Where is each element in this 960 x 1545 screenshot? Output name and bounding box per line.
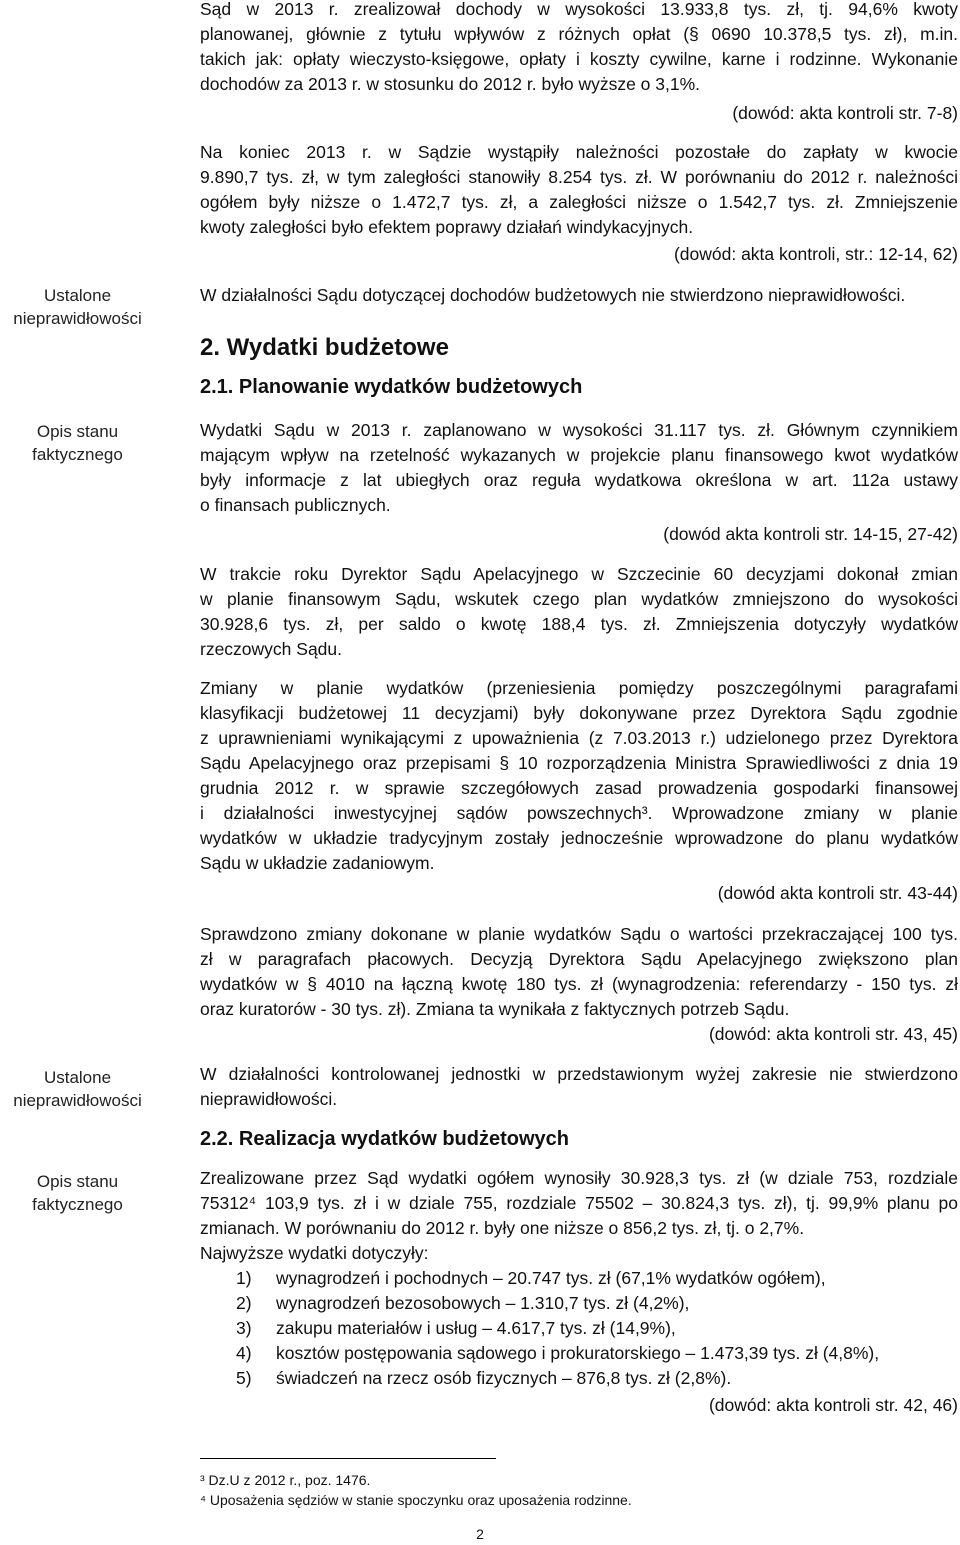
evidence-reference: (dowód akta kontroli str. 14-15, 27-42) xyxy=(663,524,958,544)
evidence-reference: (dowód: akta kontroli str. 43, 45) xyxy=(708,1024,958,1044)
evidence-reference: (dowód akta kontroli str. 43-44) xyxy=(717,883,958,903)
text-line: rzeczowych Sądu. xyxy=(200,639,343,659)
text-line: 30.928,6 tys. zł, per saldo o kwotę 188,4 tys. zł. Zmniejszenia dotyczyły wydatków xyxy=(200,614,958,634)
text-line: kwoty zaległości było efektem poprawy działań windykacyjnych. xyxy=(200,217,694,237)
text-line: Najwyższe wydatki dotyczyły: xyxy=(200,1243,429,1263)
margin-label-irregularities: Ustalone nieprawidłowości xyxy=(13,286,142,328)
text-line: grudnia 2012 r. w sprawie szczegółowych zasad prowadzenia gospodarki finansowej xyxy=(200,778,958,798)
text-line: W trakcie roku Dyrektor Sądu Apelacyjnego w Szczecinie 60 decyzjami dokonał zmian xyxy=(200,564,958,584)
list-item: 3) zakupu materiałów i usług – 4.617,7 tys. zł (14,9%), xyxy=(236,1318,676,1338)
text-line: Zrealizowane przez Sąd wydatki ogółem wynosiły 30.928,3 tys. zł (w dziale 753, rozdziale xyxy=(200,1168,958,1188)
list-item: 4) kosztów postępowania sądowego i prokuratorskiego – 1.473,39 tys. zł (4,8%), xyxy=(236,1343,880,1363)
text-line: W działalności kontrolowanej jednostki w przedstawionym wyżej zakresie nie stwierdzono xyxy=(200,1064,958,1084)
text-line: oraz kuratorów - 30 tys. zł). Zmiana ta wynikała z faktycznych potrzeb Sądu. xyxy=(200,999,790,1019)
text-line: dochodów za 2013 r. w stosunku do 2012 r. było wyższe o 3,1%. xyxy=(200,74,701,94)
text-line: klasyfikacji budżetowej 11 decyzjami) były dokonywane przez Dyrektora Sądu zgodnie xyxy=(200,703,958,723)
text-line: wydatków w § 4010 na łączną kwotę 180 tys. zł (wynagrodzenia: referendarzy - 150 tys. zł xyxy=(200,974,958,994)
page-number: 2 xyxy=(476,1526,484,1542)
text-line: Sprawdzono zmiany dokonane w planie wydatków Sądu o wartości przekraczającej 100 tys. xyxy=(200,924,958,944)
subsection-heading: 2.2. Realizacja wydatków budżetowych xyxy=(200,1128,570,1150)
text-line: mającym wpływ na rzetelność wykazanych w projekcie planu finansowego kwot wydatków xyxy=(200,445,958,465)
evidence-reference: (dowód: akta kontroli str. 42, 46) xyxy=(708,1395,958,1415)
text-line: wydatków w układzie tradycyjnym zostały jednocześnie wprowadzone do planu wydatków xyxy=(200,828,958,848)
text-line: nieprawidłowości. xyxy=(200,1089,338,1109)
section-heading: 2. Wydatki budżetowe xyxy=(200,334,449,361)
margin-label-irregularities: Ustalone nieprawidłowości xyxy=(13,1068,142,1110)
subsection-heading: 2.1. Planowanie wydatków budżetowych xyxy=(200,376,583,398)
text-line: Sądu Apelacyjnego oraz przepisami § 10 rozporządzenia Ministra Sprawiedliwości z dnia 19 xyxy=(200,753,958,773)
footnote-separator xyxy=(200,1458,496,1459)
text-line: W działalności Sądu dotyczącej dochodów budżetowych nie stwierdzono nieprawidłowości. xyxy=(200,285,906,305)
text-line: z uprawnieniami wynikającymi z upoważnienia (z 7.03.2013 r.) udzielonego przez Dyrektora xyxy=(200,728,958,748)
text-line: 9.890,7 tys. zł, w tym zaległości stanowiły 8.254 tys. zł. W porównaniu do 2012 r. należności xyxy=(200,167,958,187)
evidence-reference: (dowód: akta kontroli str. 7-8) xyxy=(732,103,958,123)
text-line: były informacje z lat ubiegłych oraz reguła wydatkowa określona w art. 112a ustawy xyxy=(200,470,958,490)
text-line: Sądu w układzie zadaniowym. xyxy=(200,853,435,873)
text-line: takich jak: opłaty wieczysto-księgowe, opłaty i koszty cywilne, karne i rodzinne. Wykonanie xyxy=(200,49,958,69)
text-line: Na koniec 2013 r. w Sądzie wystąpiły należności pozostałe do zapłaty w kwocie xyxy=(200,142,958,162)
text-line: Sąd w 2013 r. zrealizował dochody w wysokości 13.933,8 tys. zł, tj. 94,6% kwoty xyxy=(200,0,958,19)
text-line: planowanej, głównie z tytułu wpływów z różnych opłat (§ 0690 10.378,5 tys. zł), m.in. xyxy=(200,24,958,44)
list-item: 2) wynagrodzeń bezosobowych – 1.310,7 tys. zł (4,2%), xyxy=(236,1293,690,1313)
margin-label-factual-state: Opis stanu faktycznego xyxy=(32,422,123,464)
text-line: Zmiany w planie wydatków (przeniesienia pomiędzy poszczególnymi paragrafami xyxy=(200,678,958,698)
text-line: zmianach. W porównaniu do 2012 r. były one niższe o 856,2 tys. zł, tj. o 2,7%. xyxy=(200,1218,805,1238)
text-line: o finansach publicznych. xyxy=(200,495,391,515)
margin-label-factual-state: Opis stanu faktycznego xyxy=(32,1172,123,1214)
text-line: w planie finansowym Sądu, wskutek czego plan wydatków zmniejszono do wysokości xyxy=(200,589,958,609)
text-line: 75312⁴ 103,9 tys. zł i w dziale 755, rozdziale 75502 – 30.824,3 tys. zł), tj. 99,9% planu po xyxy=(200,1193,958,1213)
footnote: ³ Dz.U z 2012 r., poz. 1476. xyxy=(200,1472,371,1488)
list-item: 5) świadczeń na rzecz osób fizycznych – 876,8 tys. zł (2,8%). xyxy=(236,1368,732,1388)
text-line: i działalności inwestycyjnej sądów powszechnych³. Wprowadzone zmiany w planie xyxy=(200,803,958,823)
text-line: Wydatki Sądu w 2013 r. zaplanowano w wysokości 31.117 tys. zł. Głównym czynnikiem xyxy=(200,420,958,440)
evidence-reference: (dowód: akta kontroli, str.: 12-14, 62) xyxy=(673,244,958,264)
list-item: 1) wynagrodzeń i pochodnych – 20.747 tys. zł (67,1% wydatków ogółem), xyxy=(236,1268,826,1288)
footnote: ⁴ Uposażenia sędziów w stanie spoczynku oraz uposażenia rodzinne. xyxy=(200,1492,632,1508)
text-line: ogółem były niższe o 1.472,7 tys. zł, a zaległości niższe o 1.542,7 tys. zł. Zmniejszenie xyxy=(200,192,958,212)
text-line: zł w paragrafach płacowych. Decyzją Dyrektora Sądu Apelacyjnego zwiększono plan xyxy=(200,949,958,969)
